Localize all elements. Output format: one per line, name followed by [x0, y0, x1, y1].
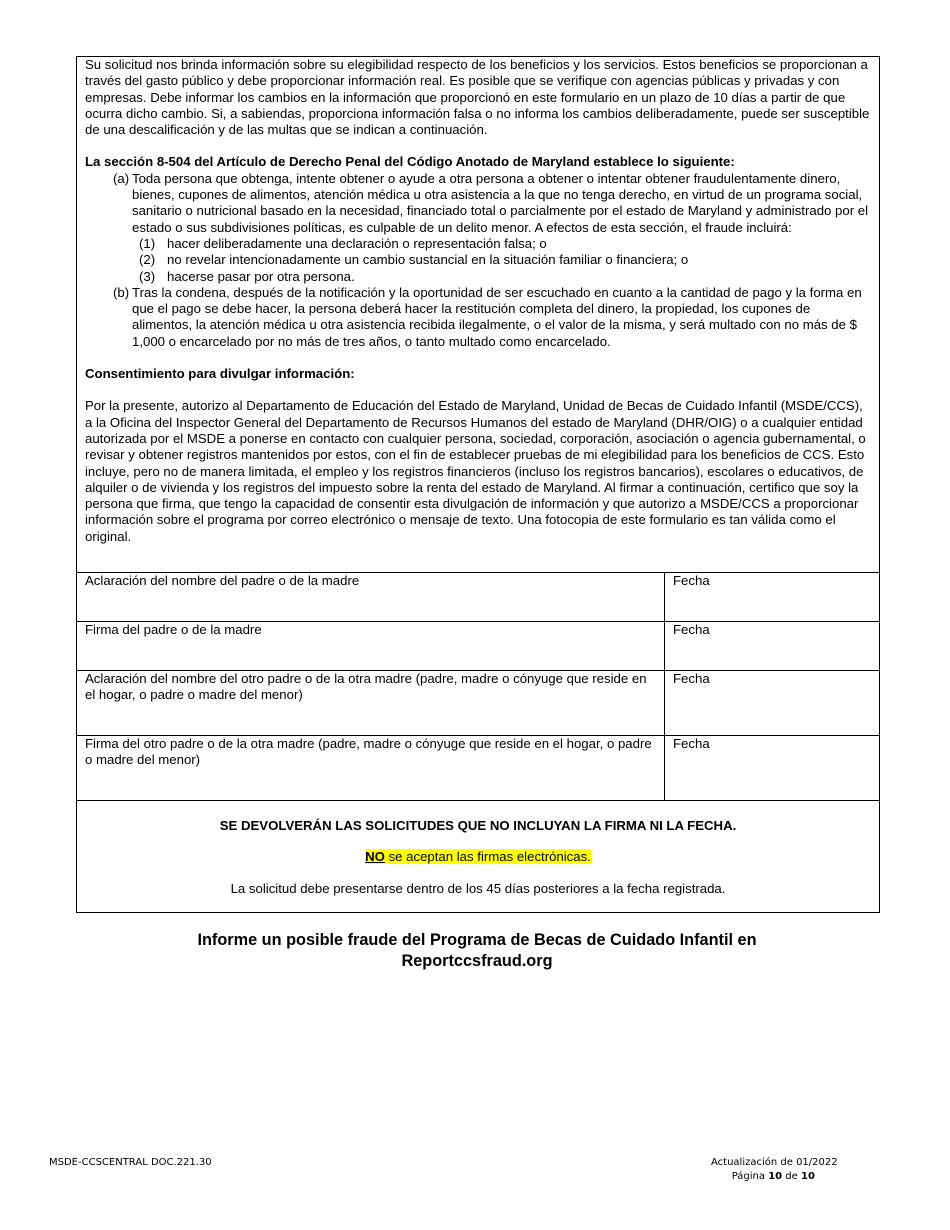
- law-subitem: [85, 252, 871, 268]
- table-row: [77, 573, 879, 622]
- submission-notice: [77, 800, 879, 913]
- date-field[interactable]: Fecha: [665, 736, 880, 801]
- law-subitem-text: no revelar intencionadamente un cambio sustancial en la situación familiar o financiera; o: [167, 252, 689, 268]
- law-subitem-text: hacer deliberadamente una declaración o representación falsa; o: [167, 235, 547, 251]
- consent-heading: Consentimiento para divulgar información:: [85, 366, 355, 382]
- no-emphasis: NO: [365, 849, 385, 864]
- law-subitem: [85, 269, 871, 285]
- form-box: [76, 56, 880, 913]
- law-item-b: [85, 285, 871, 350]
- date-field[interactable]: Fecha: [665, 573, 880, 622]
- law-subitem-label: (2): [139, 252, 156, 268]
- other-parent-signature-field[interactable]: Firma del otro padre o de la otra madre (padre, madre o cónyuge que reside en el hogar, o padre o madre del menor): [77, 736, 665, 801]
- table-row: [77, 736, 879, 801]
- parent-name-field[interactable]: Aclaración del nombre del padre o de la madre: [77, 573, 665, 622]
- law-item-label: (a): [113, 170, 130, 186]
- page-number: Página 10 de 10: [731, 1171, 815, 1182]
- missing-signature-warning: SE DEVOLVERÁN LAS SOLICITUDES QUE NO INCLUYAN LA FIRMA NI LA FECHA.: [219, 818, 737, 833]
- law-subitem-text: hacerse pasar por otra persona.: [167, 268, 355, 284]
- electronic-rest: se aceptan las firmas electrónicas.: [384, 849, 591, 864]
- fraud-report-site: Reportccsfraud.org: [401, 952, 553, 970]
- law-item-text: Toda persona que obtenga, intente obtener o ayude a otra persona a obtener o intentar obtener fraudulentamente dinero, bienes, cupones de alimentos, atención médica u otra asistencia a la que no tenga derecho, en virtud de un programa social, sanitario o nutricional basado en la necesidad, financiado total o parcialmente por el estado de Maryland y administrado por el estado o sus subdivisiones políticas, es culpable de un delito menor. A efectos de esta sección, el fraude incluirá:: [132, 170, 869, 235]
- law-item-text: Tras la condena, después de la notificación y la oportunidad de ser escuchado en cuanto a la cantidad de pago y la forma en que el pago se debe hacer, la persona deberá hacer la restitución completa del dinero, la propiedad, los cupones de alimentos, la atención médica u otra asistencia recibida ilegalmente, o el valor de la misma, y será multado con no más de $ 1,000 o encarcelado por no más de tres años, o tanto multado como encarcelado.: [132, 284, 862, 349]
- intro-paragraph: Su solicitud nos brinda información sobre su elegibilidad respecto de los beneficios y los servicios. Estos beneficios se proporcionan a través del gasto público y debe proporcionar información real. Es posible que se verifique con agencias públicas y privadas y con empresas. Debe informar los cambios en la información que proporcionó en este formulario en un plazo de 10 días a partir de que ocurra dicho cambio. Si, a sabiendas, proporciona información falsa o no informa los cambios deliberadamente, puede ser susceptible de una descalificación y de las multas que se indican a continuación.: [85, 57, 870, 138]
- parent-signature-field[interactable]: Firma del padre o de la madre: [77, 622, 665, 671]
- fraud-report-notice: [76, 930, 878, 972]
- doc-code: MSDE-CCSCENTRAL DOC.221.30: [49, 1157, 212, 1168]
- other-parent-name-field[interactable]: Aclaración del nombre del otro padre o de la otra madre (padre, madre o cónyuge que reside en el hogar, o padre o madre del menor): [77, 671, 665, 736]
- deadline-notice: La solicitud debe presentarse dentro de los 45 días posteriores a la fecha registrada.: [230, 881, 726, 896]
- law-subitem: [85, 236, 871, 252]
- law-subitem-label: (1): [139, 235, 156, 251]
- law-subitem-label: (3): [139, 268, 156, 284]
- footer-right: [711, 1156, 838, 1184]
- electronic-signature-notice: [77, 849, 879, 865]
- signature-table: [77, 572, 879, 801]
- table-row: [77, 671, 879, 736]
- consent-paragraph: Por la presente, autorizo al Departamento de Educación del Estado de Maryland, Unidad de Becas de Cuidado Infantil (MSDE/CCS), a la Oficina del Inspector General del Departamento de Recursos Humanos del estado de Maryland (DHR/OIG) o a cualquier entidad autorizada por el MSDE a ponerse en contacto con cualquier persona, sociedad, corporación, asociación o agencia gubernamental, o revisar y obtener registros mantenidos por estos, con el fin de establecer pruebas de mi elegibilidad para los beneficios de CCS. Esto incluye, pero no de manera limitada, el empleo y los registros financieros (incluso los registros bancarios), escolares o educativos, de alquiler o de vivienda y los registros del impuesto sobre la renta del estado de Maryland. Al firmar a continuación, certifico que soy la persona que firma, que tengo la capacidad de consentir esta divulgación de información y que autorizo a MSDE/CCS a proporcionar información sobre el programa por correo electrónico o mensaje de texto. Una fotocopia de este formulario es tan válida como el original.: [85, 398, 866, 544]
- date-field[interactable]: Fecha: [665, 671, 880, 736]
- info-section: [85, 57, 871, 545]
- update-date: Actualización de 01/2022: [711, 1157, 838, 1168]
- law-heading: La sección 8-504 del Artículo de Derecho Penal del Código Anotado de Maryland establece lo siguiente:: [85, 154, 735, 170]
- law-item-a: [85, 171, 871, 236]
- table-row: [77, 622, 879, 671]
- date-field[interactable]: Fecha: [665, 622, 880, 671]
- law-item-label: (b): [113, 284, 130, 300]
- fraud-report-line: Informe un posible fraude del Programa de Becas de Cuidado Infantil en: [197, 931, 757, 949]
